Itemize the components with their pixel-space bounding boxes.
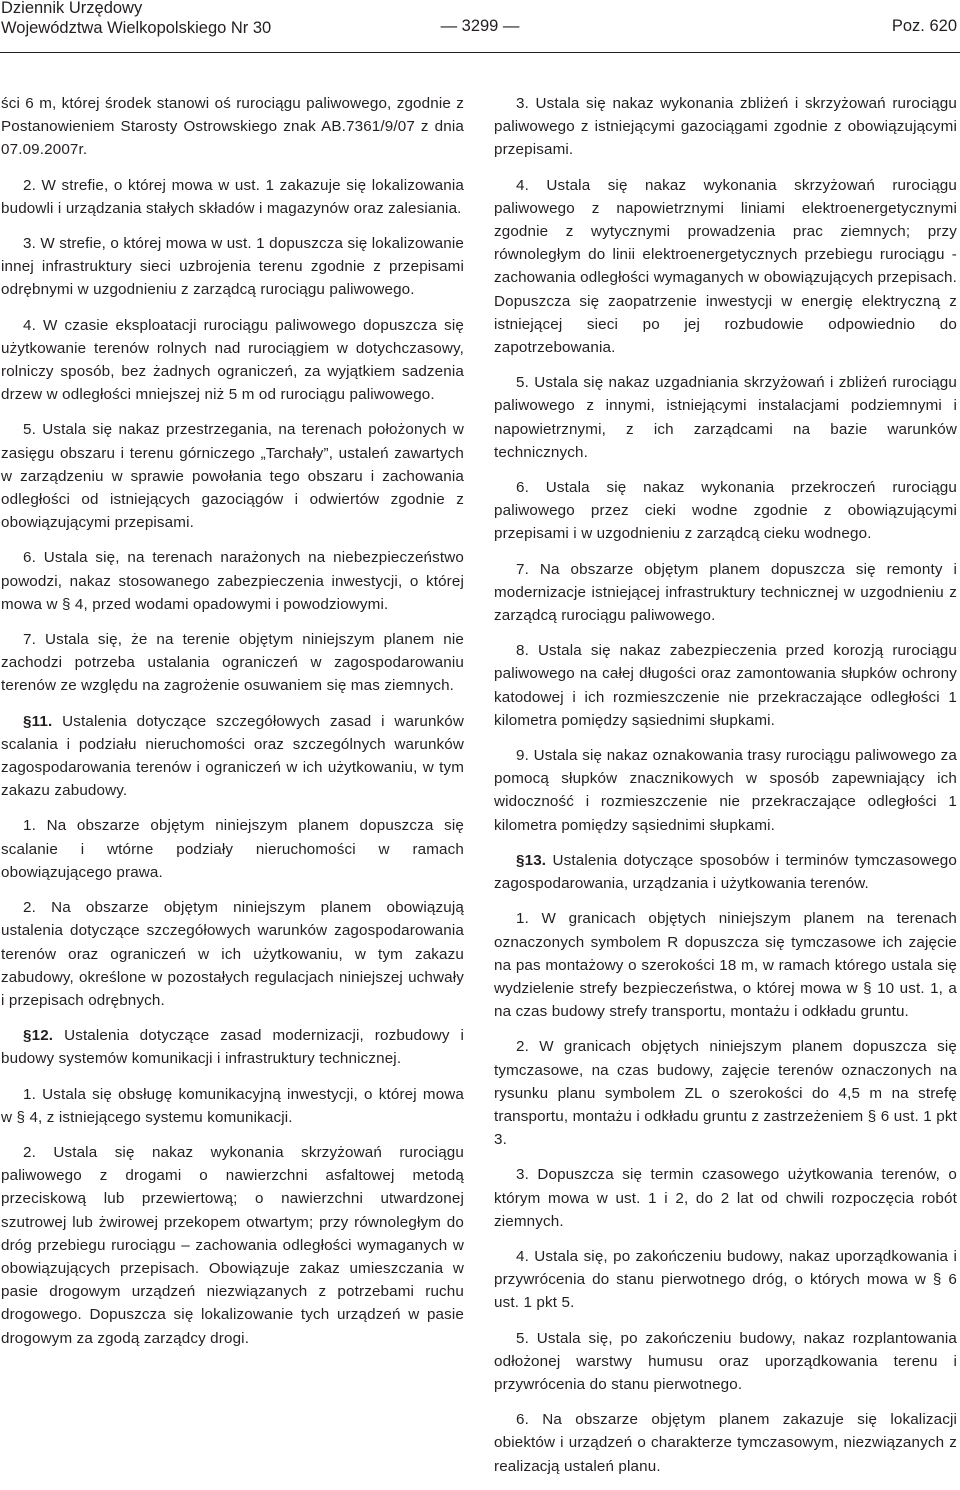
paragraph bbox=[1, 1024, 464, 1070]
paragraph bbox=[494, 476, 957, 546]
paragraph bbox=[494, 558, 957, 628]
paragraph-text: Ustala się nakaz zabezpieczenia przed korozją rurociągu paliwowego na całej długości oraz zamontowania słupków ochrony katodowej i ich rozmieszczenie nie przekraczające odległości 1 kilometra pomiędzy sąsiednimi słupkami. bbox=[494, 642, 957, 729]
paragraph-text: Ustala się, na terenach narażonych na niebezpieczeństwo powodzi, nakaz stosowanego zabezpieczenia inwestycji, o której mowa w § 4, przed wodami opadowymi i powodziowymi. bbox=[1, 549, 464, 613]
paragraph-number: 7. bbox=[23, 631, 36, 649]
paragraph-number: 3. bbox=[23, 235, 36, 253]
paragraph-number: 3. bbox=[516, 1166, 529, 1184]
paragraph bbox=[494, 639, 957, 732]
paragraph-number: 2. bbox=[516, 1038, 529, 1056]
paragraph bbox=[1, 232, 464, 302]
paragraph-number: 6. bbox=[516, 479, 529, 497]
paragraph-text: Ustala się nakaz wykonania skrzyżowań rurociągu paliwowego z napowietrznymi liniami elektroenergetycznymi zgodnie z wytycznymi prowadzenia prac ziemnych; przy równoległym do linii elektroenergetycznych przebiegu rurociągu - zachowania odległości wymaganych w obowiązujących przepisach. Dopuszcza się zaopatrzenie inwestycji w energię elektryczną z istniejącej sieci po jej rozbudowie odpowiednio do zapotrzebowania. bbox=[494, 176, 957, 357]
paragraph bbox=[1, 710, 464, 803]
paragraph bbox=[1, 174, 464, 220]
paragraph-text: Na obszarze objętym niniejszym planem obowiązują ustalenia dotyczące szczegółowych warunków zagospodarowania terenów oraz ograniczeń w ich użytkowaniu, w tym zakazu zabudowy, określone w pozostałych regulacjach niniejszej uchwały i przepisach odrębnych. bbox=[1, 899, 464, 1009]
paragraph bbox=[1, 314, 464, 407]
paragraph bbox=[494, 1408, 957, 1478]
paragraph-text: Ustala się nakaz wykonania przekroczeń rurociągu paliwowego przez cieki wodne zgodnie z obowiązującymi przepisami i w uzgodnieniu z zarządcą cieku wodnego. bbox=[494, 479, 957, 543]
position-number: Poz. 620 bbox=[891, 17, 957, 35]
paragraph-text: W strefie, o której mowa w ust. 1 zakazuje się lokalizowania budowli i urządzania stałych składów i magazynów oraz zalesiania. bbox=[1, 176, 464, 217]
paragraph-text: Ustala się nakaz przestrzegania, na terenach położonych w zasięgu obszaru i terenu górniczego „Tarchały”, ustaleń zawartych w zarządzeniu w sprawie powołania tego obszaru i zachowania odległości od istniejących gazociągów i odwiertów zgodnie z obowiązującymi przepisami. bbox=[1, 421, 465, 532]
paragraph-number: 9. bbox=[516, 747, 529, 765]
paragraph-number: 5. bbox=[23, 421, 36, 439]
paragraph-text: Ustala się, że na terenie objętym niniejszym planem nie zachodzi potrzeba ustalania ograniczeń w zagospodarowaniu terenów ze względu na zagrożenie osuwaniem się mas ziemnych. bbox=[1, 631, 464, 695]
paragraph bbox=[1, 896, 464, 1012]
paragraph bbox=[494, 92, 957, 162]
paragraph-number: 2. bbox=[23, 1143, 36, 1161]
paragraph-text: W czasie eksploatacji rurociągu paliwowego dopuszcza się użytkowanie terenów rolnych nad rurociągiem w dotychczasowy, rolniczy sposób, bez żadnych ograniczeń, za wyjątkiem sadzenia drzew w odległości mniejszej niż 5 m od rurociągu paliwowego. bbox=[1, 316, 464, 404]
paragraph bbox=[494, 1163, 957, 1233]
paragraph-number: 1. bbox=[23, 817, 36, 835]
paragraph-number: §13. bbox=[516, 851, 547, 869]
paragraph-text: Ustalenia dotyczące szczegółowych zasad i warunków scalania i podziału nieruchomości oraz szczególnych warunków zagospodarowania terenów i ograniczeń w ich użytkowaniu, w tym zakazu zabudowy. bbox=[1, 712, 464, 800]
paragraph-text: Ustala się obsługę komunikacyjną inwestycji, o której mowa w § 4, z istniejącego systemu komunikacji. bbox=[1, 1085, 464, 1126]
paragraph-text: Ustala się nakaz uzgadniania skrzyżowań i zbliżeń rurociągu paliwowego z innymi, istniejącymi instalacjami podziemnymi i napowietrznymi, z ich zarządcami na bazie warunków technicznych. bbox=[494, 374, 958, 461]
paragraph bbox=[494, 907, 957, 1023]
paragraph-number: 4. bbox=[23, 316, 36, 334]
paragraph-text: W granicach objętych niniejszym planem na terenach oznaczonych symbolem R dopuszcza się tymczasowe ich zajęcie na pas montażowy o szerokości 18 m, w ramach którego ustala się wydzielenie strefy bezpieczeństwa, o której mowa w § 10 ust. 1, a na czas budowy strefy transportu, montażu i odkładu gruntu. bbox=[494, 910, 958, 1021]
paragraph-text: Na obszarze objętym niniejszym planem dopuszcza się scalanie i wtórne podziały nieruchomości w ramach obowiązującego prawa. bbox=[1, 817, 464, 881]
paragraph-text: W granicach objętych niniejszym planem dopuszcza się tymczasowe, na czas budowy, zajęcie terenów oznaczonych na rysunku planu symbolem ZL o szerokości do 4,5 m na strefę transportu, montażu i odkładu gruntu z zastrzeżeniem § 6 ust. 1 pkt 3. bbox=[494, 1038, 957, 1149]
journal-title-line1: Dziennik Urzędowy bbox=[1, 0, 143, 17]
paragraph-number: §11. bbox=[23, 712, 53, 730]
paragraph bbox=[1, 628, 464, 698]
paragraph-text: Na obszarze objętym planem zakazuje się lokalizacji obiektów i urządzeń o charakterze tymczasowym, niezwiązanych z realizacją ustaleń planu. bbox=[494, 1411, 957, 1475]
paragraph-text: Ustala się nakaz oznakowania trasy rurociągu paliwowego za pomocą słupków znacznikowych w sposób zapewniający ich widoczność i rozmieszczenie nie przekraczające odległości 1 kilometra pomiędzy sąsiednimi słupkami. bbox=[494, 747, 957, 834]
paragraph bbox=[494, 371, 957, 464]
paragraph-text: Ustala się, po zakończeniu budowy, nakaz rozplantowania odłożonej warstwy humusu oraz uporządkowania terenu i przywrócenia do stanu pierwotnego. bbox=[494, 1329, 957, 1393]
paragraph bbox=[1, 1141, 464, 1350]
paragraph-text: ści 6 m, której środek stanowi oś rurociągu paliwowego, zgodnie z Postanowieniem Starosty Ostrowskiego znak AB.7361/9/07 z dnia 07.09.2007r. bbox=[1, 95, 464, 159]
paragraph-number: 6. bbox=[516, 1411, 529, 1429]
paragraph-number: 2. bbox=[23, 899, 36, 917]
paragraph-text: Ustala się nakaz wykonania skrzyżowań rurociągu paliwowego z drogami o nawierzchni asfaltowej metodą przeciskową lub przewiertową; o nawierzchni utwardzonej szutrowej lub żwirowej przekopem otwartym; przy równoległym do dróg przebiegu rurociągu – zachowania odległości wymaganych w obowiązujących przepisach. Obowiązuje zakaz umieszczania w pasie drogowym urządzeń niezwiązanych z potrzebami ruchu drogowego. Dopuszcza się lokalizowanie tych urządzeń w pasie drogowym za zgodą zarządcy drogi. bbox=[1, 1143, 464, 1347]
paragraph-text: Ustalenia dotyczące zasad modernizacji, rozbudowy i budowy systemów komunikacji i infrastruktury technicznej. bbox=[1, 1027, 464, 1068]
paragraph-text: Ustala się, po zakończeniu budowy, nakaz uporządkowania i przywrócenia do stanu pierwotnego dróg, o których mowa w § 6 ust. 1 pkt 5. bbox=[494, 1247, 957, 1312]
paragraph bbox=[494, 744, 957, 837]
paragraph-text: Dopuszcza się termin czasowego użytkowania terenów, o którym mowa w ust. 1 i 2, do 2 lat od chwili rozpoczęcia robót ziemnych. bbox=[494, 1166, 957, 1230]
page-number: — 3299 — bbox=[440, 17, 520, 35]
paragraph-number: 5. bbox=[516, 1329, 529, 1347]
paragraph bbox=[1, 1083, 464, 1129]
left-column bbox=[1, 92, 464, 1362]
paragraph-text: Na obszarze objętym planem dopuszcza się remonty i modernizacje istniejącej infrastruktury technicznej w uzgodnieniu z zarządcą rurociągu paliwowego. bbox=[494, 560, 958, 625]
paragraph-number: 8. bbox=[516, 642, 529, 660]
paragraph bbox=[494, 1035, 957, 1151]
paragraph bbox=[1, 814, 464, 884]
paragraph-number: 5. bbox=[516, 374, 529, 392]
paragraph bbox=[1, 546, 464, 616]
journal-title-line2: Województwa Wielkopolskiego Nr 30 bbox=[1, 19, 272, 37]
paragraph bbox=[494, 849, 957, 895]
paragraph-number: 3. bbox=[516, 95, 529, 112]
paragraph-number: 1. bbox=[23, 1085, 36, 1103]
paragraph-number: 7. bbox=[516, 560, 529, 578]
paragraph-number: 6. bbox=[23, 549, 36, 567]
paragraph-number: 4. bbox=[516, 1247, 529, 1265]
paragraph-text: Ustalenia dotyczące sposobów i terminów tymczasowego zagospodarowania, urządzania i użytkowania terenów. bbox=[494, 851, 957, 893]
paragraph bbox=[494, 174, 957, 360]
paragraph-text: W strefie, o której mowa w ust. 1 dopuszcza się lokalizowanie innej infrastruktury sieci uzbrojenia terenu zgodnie z przepisami odrębnymi w uzgodnieniu z zarządcą rurociągu paliwowego. bbox=[1, 235, 464, 299]
paragraph-number: 2. bbox=[23, 176, 36, 194]
header-divider bbox=[0, 52, 960, 53]
paragraph-number: 1. bbox=[516, 910, 529, 928]
paragraph bbox=[494, 1245, 957, 1315]
paragraph-number: §12. bbox=[23, 1027, 54, 1045]
page-header bbox=[0, 0, 960, 60]
right-column bbox=[494, 92, 957, 1490]
paragraph bbox=[1, 92, 464, 162]
paragraph bbox=[494, 1327, 957, 1397]
paragraph-number: 4. bbox=[516, 176, 529, 194]
paragraph-text: Ustala się nakaz wykonania zbliżeń i skrzyżowań rurociągu paliwowego z istniejącymi gazociągami zgodnie z obowiązującymi przepisami. bbox=[494, 95, 957, 159]
paragraph bbox=[1, 418, 464, 534]
